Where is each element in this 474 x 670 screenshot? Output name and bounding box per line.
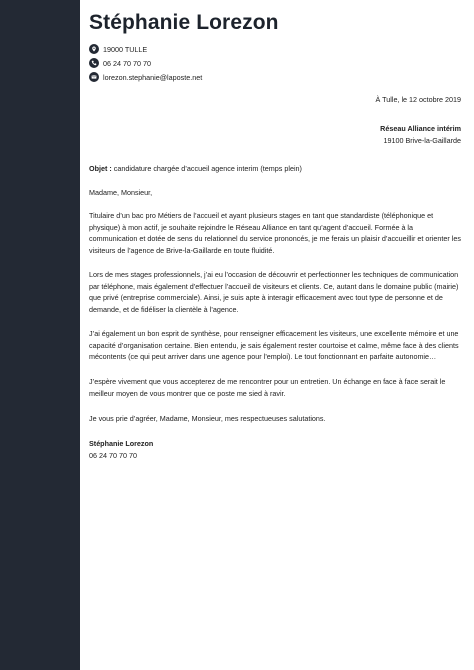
subject-line — [89, 164, 302, 173]
letter-page — [89, 0, 461, 670]
sidebar — [0, 0, 80, 670]
contact-email — [89, 72, 202, 82]
paragraph-3: J’ai également un bon esprit de synthèse, pour renseigner efficacement les visiteurs, une excellente mémoire et une capacité d’organisation certaine. Bien entendu, je sais également rester courtoise et calme, même face à des clients mécontents (ce qui peut arriver dans une agence pour l’emploi). Le tout fonctionnant en parfaite autonomie… — [89, 329, 459, 362]
recipient-city: 19100 Brive-la-Gaillarde — [383, 136, 461, 145]
email-text: lorezon.stephanie@laposte.net — [103, 72, 203, 82]
subject-text: candidature chargée d’accueil agence interim (temps plein) — [111, 164, 302, 173]
phone-text: 06 24 70 70 70 — [103, 58, 151, 68]
paragraph-1: Titulaire d’un bac pro Métiers de l’accueil et ayant plusieurs stages en tant que standardiste (téléphonique et physique) à mon actif, je souhaite rejoindre le Réseau Alliance en tant qu’agent d’accueil. Formée à la communication et dotée de sens du relationnel du service prononcés, je me ferais un plaisir d’accueillir et orienter les visiteurs de l’agence de Brive-la-Gaillarde en toute fluidité. — [89, 211, 461, 256]
subject-label: Objet : — [89, 164, 112, 173]
contact-phone — [89, 58, 151, 68]
location-pin-icon — [89, 44, 99, 54]
address-text: 19000 TULLE — [103, 44, 148, 54]
signature-phone: 06 24 70 70 70 — [89, 451, 137, 460]
signature-name: Stéphanie Lorezon — [89, 439, 154, 448]
contact-address — [89, 44, 147, 54]
paragraph-2: Lors de mes stages professionnels, j’ai eu l’occasion de découvrir et perfectionner les techniques de communication par téléphone, mais également d’effectuer l’accueil de visiteurs et clients. Ce, autant dans le domaine public (mairie) que privé (entreprise commerciale). Ainsi, je suis apte à interagir efficacement avec tout type de personne et de demande, et de fidéliser la clientèle à l’agence. — [89, 270, 459, 315]
recipient-name: Réseau Alliance intérim — [380, 124, 461, 133]
applicant-name: Stéphanie Lorezon — [89, 11, 279, 34]
place-date: À Tulle, le 12 octobre 2019 — [375, 95, 461, 104]
phone-icon — [89, 58, 99, 68]
salutation: Madame, Monsieur, — [89, 188, 153, 197]
email-icon — [89, 72, 99, 82]
paragraph-4: J’espère vivement que vous accepterez de me rencontrer pour un entretien. Un échange en face à face serait le meilleur moyen de vous montrer que ce poste me sied à ravir. — [89, 377, 446, 398]
paragraph-5: Je vous prie d’agréer, Madame, Monsieur, mes respectueuses salutations. — [89, 414, 326, 423]
